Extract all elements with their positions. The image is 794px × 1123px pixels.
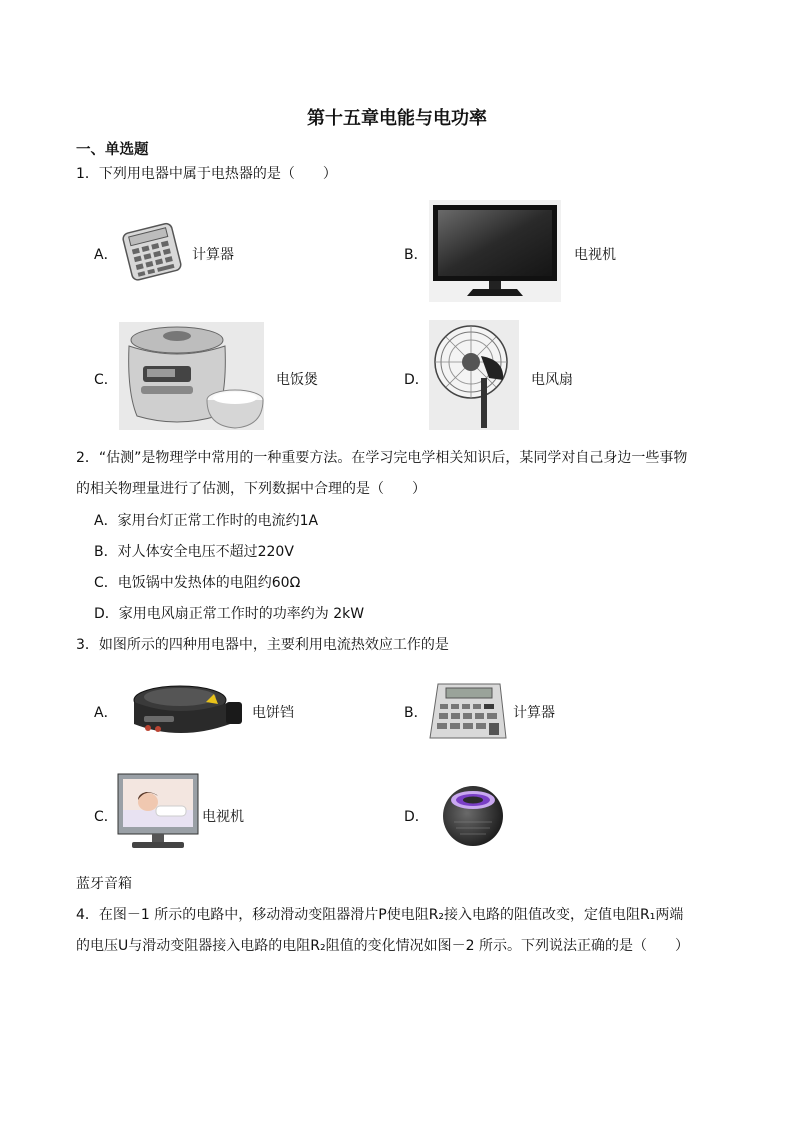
question-2-stem-line1: 2．“估测”是物理学中常用的一种重要方法。在学习完电学相关知识后，某同学对自己身边一些事物 [76,450,688,466]
griddle-icon [126,680,244,742]
q1-option-c-caption: 电饭煲 [276,372,318,388]
speaker-icon [440,778,506,848]
question-3-stem: 3．如图所示的四种用电器中，主要利用电流热效应工作的是 [76,637,449,653]
question-4-stem-line2: 的电压U与滑动变阻器接入电路的电阻R₂阻值的变化情况如图－2 所示。下列说法正确的是（ ） [76,938,689,954]
fan-icon [429,320,519,430]
q3-option-a-caption: 电饼铛 [252,705,294,721]
calculator-icon [428,680,508,742]
q3-option-c-caption: 电视机 [202,809,244,825]
rice-cooker-icon [119,322,264,430]
tv-icon [429,200,561,302]
q2-option-b: B．对人体安全电压不超过220V [94,544,294,560]
q3-option-b-caption: 计算器 [513,705,555,721]
q2-option-d: D．家用电风扇正常工作时的功率约为 2kW [94,606,365,622]
q1-option-a-caption: 计算器 [192,247,234,263]
q1-option-b-letter: B． [404,247,428,263]
q1-option-d-letter: D． [404,372,429,388]
calculator-icon [119,222,183,282]
section-heading: 一、单选题 [76,142,149,158]
q2-option-a: A．家用台灯正常工作时的电流约1A [94,513,319,529]
q2-option-c: C．电饭锅中发热体的电阻约60Ω [94,575,301,591]
page-title: 第十五章电能与电功率 [307,108,487,129]
q3-option-d-letter: D． [404,809,429,825]
q1-option-d-caption: 电风扇 [531,372,573,388]
question-4-stem-line1: 4．在图－1 所示的电路中，移动滑动变阻器滑片P使电阻R₂接入电路的阻值改变，定值电阻R₁两端 [76,907,684,923]
q3-option-b-letter: B． [404,705,428,721]
tv-icon [116,772,200,852]
q3-option-c-letter: C． [94,809,118,825]
q1-option-b-caption: 电视机 [574,247,616,263]
question-2-stem-line2: 的相关物理量进行了估测，下列数据中合理的是（ ） [76,481,426,497]
question-1-stem: 1．下列用电器中属于电热器的是（ ） [76,166,337,182]
q1-option-a-letter: A． [94,247,118,263]
q1-option-c-letter: C． [94,372,118,388]
q3-option-d-caption: 蓝牙音箱 [76,876,132,892]
q3-option-a-letter: A． [94,705,118,721]
